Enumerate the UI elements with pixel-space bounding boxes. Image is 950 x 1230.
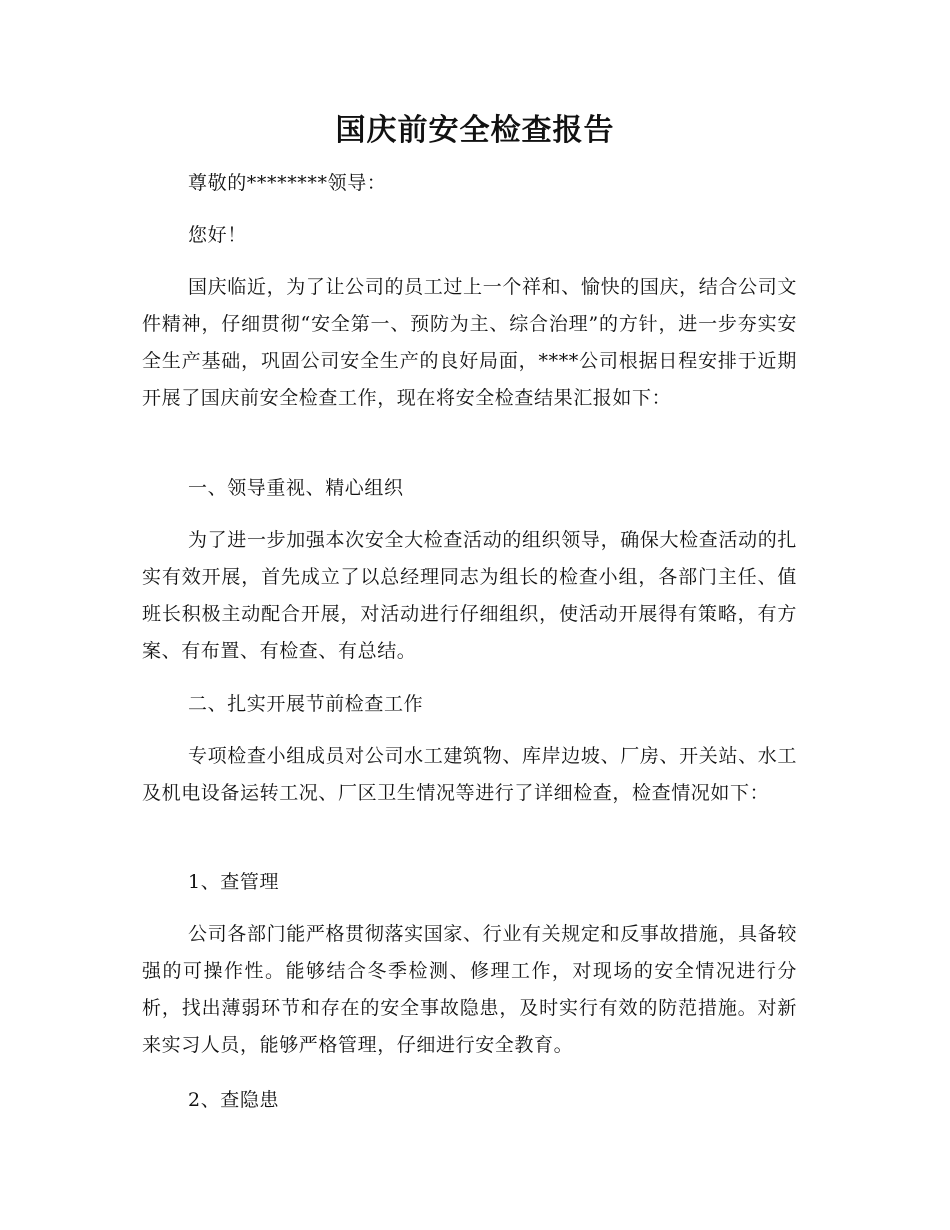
section-1-paragraph: 为了进一步加强本次安全大检查活动的组织领导，确保大检查活动的扎实有效开展，首先成立了以总经理同志为组长的检查小组，各部门主任、值班长积极主动配合开展，对活动进行仔细组织，使活动开展得有策略，有方案、有布置、有检查、有总结。 (142, 529, 797, 662)
subsection-heading-1: 1、查管理 (188, 871, 280, 893)
greeting: 您好！ (188, 224, 247, 246)
subsection-1-paragraph: 公司各部门能严格贯彻落实国家、行业有关规定和反事故措施，具备较强的可操作性。能够结合冬季检测、修理工作，对现场的安全情况进行分析，找出薄弱环节和存在的安全事故隐患，及时实行有效的防范措施。对新来实习人员，能够严格管理，仔细进行安全教育。 (142, 923, 797, 1056)
section-heading-2: 二、扎实开展节前检查工作 (188, 693, 424, 715)
subsection-heading-2: 2、查隐患 (188, 1089, 280, 1111)
document-title: 国庆前安全检查报告 (335, 113, 615, 148)
salutation: 尊敬的********领导： (188, 172, 387, 194)
section-2-paragraph: 专项检查小组成员对公司水工建筑物、库岸边坡、厂房、开关站、水工及机电设备运转工况、厂区卫生情况等进行了详细检查，检查情况如下： (142, 745, 797, 804)
section-heading-1: 一、领导重视、精心组织 (188, 477, 404, 499)
intro-paragraph: 国庆临近，为了让公司的员工过上一个祥和、愉快的国庆，结合公司文件精神，仔细贯彻“安全第一、预防为主、综合治理”的方针，进一步夯实安全生产基础，巩固公司安全生产的良好局面，****公司根据日程安排于近期开展了国庆前安全检查工作，现在将安全检查结果汇报如下： (142, 276, 797, 409)
